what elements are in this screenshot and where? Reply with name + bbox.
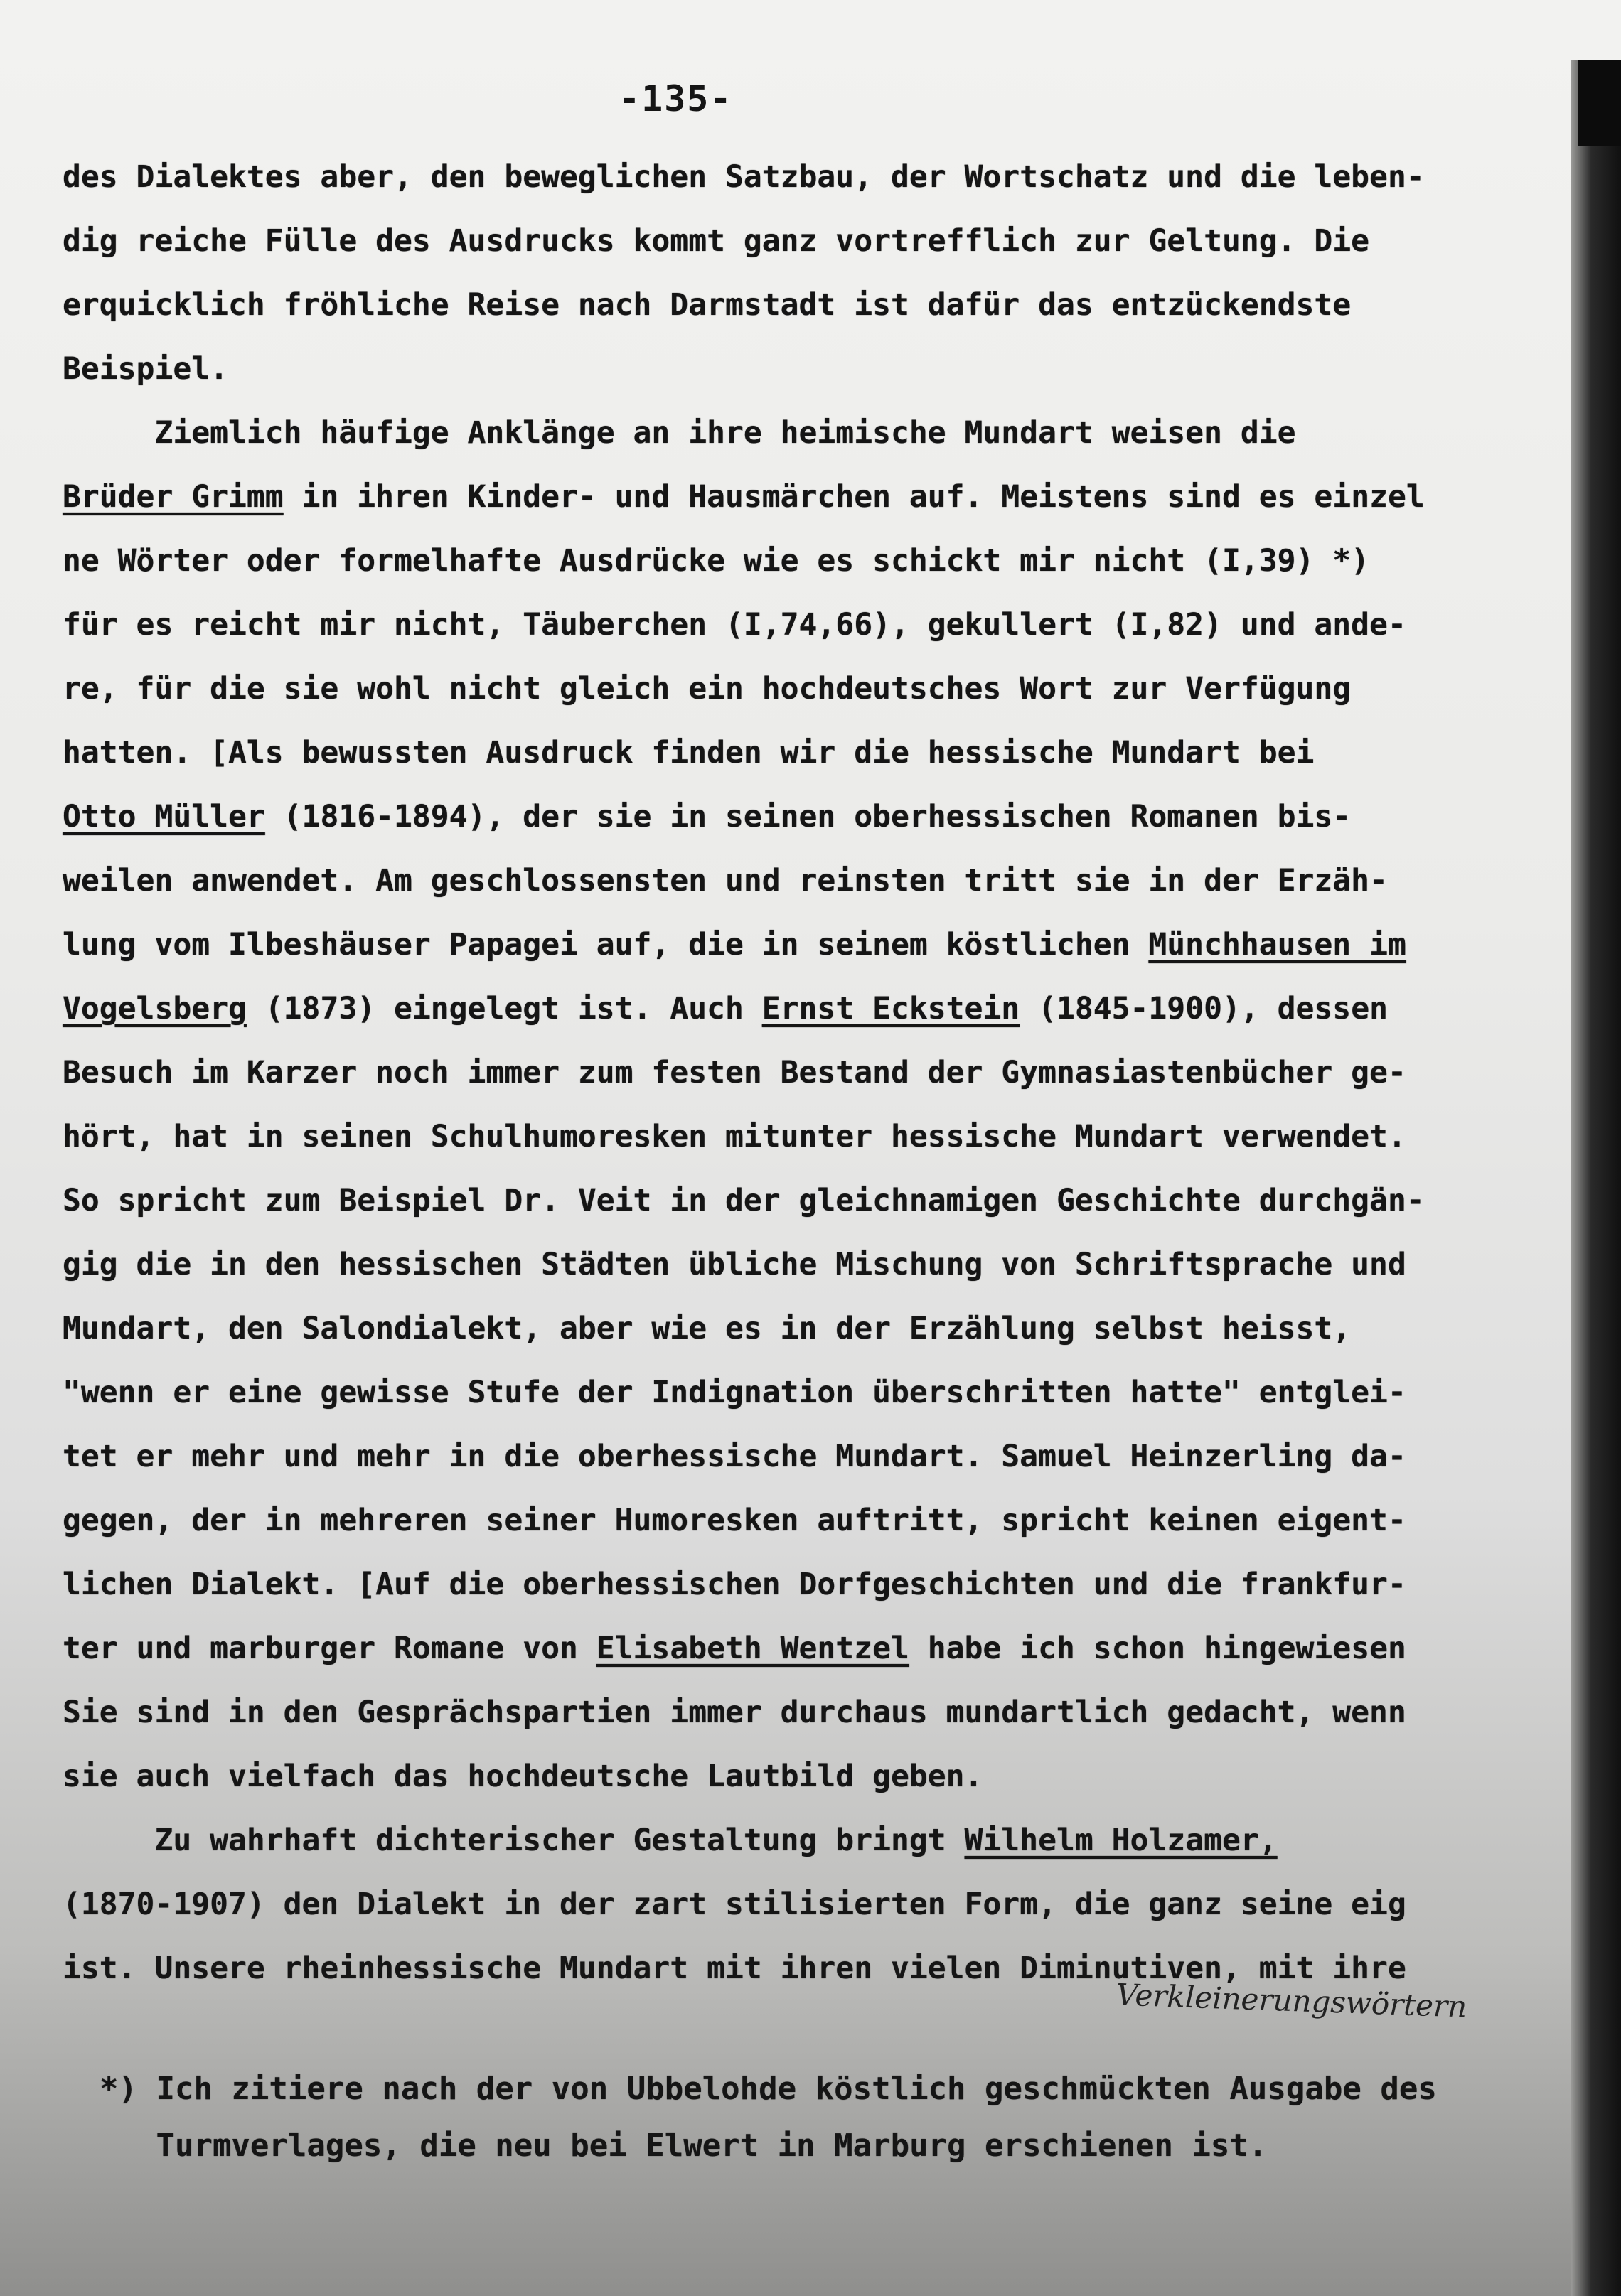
text-line: ne Wörter oder formelhafte Ausdrücke wie es schickt mir nicht (I,39) *) bbox=[63, 543, 1370, 579]
text-line: des Dialektes aber, den beweglichen Satzbau, der Wortschatz und die leben- bbox=[63, 159, 1425, 195]
text-line: Zu wahrhaft dichterischer Gestaltung bringt Wilhelm Holzamer, bbox=[63, 1823, 1278, 1858]
footnote-line: *) Ich zitiere nach der von Ubbelohde köstlich geschmückten Ausgabe des bbox=[100, 2071, 1437, 2107]
text-line: ter und marburger Romane von Elisabeth Wentzel habe ich schon hingewiesen bbox=[63, 1631, 1406, 1666]
text-line: Mundart, den Salondialekt, aber wie es in der Erzählung selbst heisst, bbox=[63, 1311, 1352, 1346]
text-line: erquicklich fröhliche Reise nach Darmstadt ist dafür das entzückendste bbox=[63, 287, 1352, 323]
underlined-name: Ernst Eckstein bbox=[761, 991, 1020, 1026]
scan-edge bbox=[1571, 60, 1621, 2296]
text-line: sie auch vielfach das hochdeutsche Lautbild geben. bbox=[63, 1759, 983, 1794]
text-line: dig reiche Fülle des Ausdrucks kommt ganz vortrefflich zur Geltung. Die bbox=[63, 223, 1370, 259]
text-line: Ziemlich häufige Anklänge an ihre heimische Mundart weisen die bbox=[63, 415, 1296, 451]
text-line: Otto Müller (1816-1894), der sie in seinen oberhessischen Romanen bis- bbox=[63, 799, 1352, 835]
text-line: ist. Unsere rheinhessische Mundart mit ihren vielen Diminutiven, mit ihre bbox=[63, 1951, 1406, 1986]
text-line: Brüder Grimm in ihren Kinder- und Hausmärchen auf. Meistens sind es einzel bbox=[63, 479, 1425, 515]
scan-edge-top bbox=[1578, 60, 1621, 146]
handwritten-annotation: Verkleinerungswörtern bbox=[1116, 1977, 1467, 2024]
text-line: für es reicht mir nicht, Täuberchen (I,74,66), gekullert (I,82) und ande- bbox=[63, 607, 1406, 643]
text-line: "wenn er eine gewisse Stufe der Indignation überschritten hatte" entglei- bbox=[63, 1375, 1406, 1410]
footnote-line: Turmverlages, die neu bei Elwert in Marburg erschienen ist. bbox=[100, 2128, 1268, 2164]
text-line: Sie sind in den Gesprächspartien immer durchaus mundartlich gedacht, wenn bbox=[63, 1695, 1406, 1730]
text-line: So spricht zum Beispiel Dr. Veit in der gleichnamigen Geschichte durchgän- bbox=[63, 1183, 1425, 1218]
underlined-name: Wilhelm Holzamer, bbox=[964, 1823, 1278, 1858]
text-line: gig die in den hessischen Städten übliche Mischung von Schriftsprache und bbox=[63, 1247, 1406, 1282]
page-number: -135- bbox=[619, 78, 733, 119]
underlined-title: Vogelsberg bbox=[63, 991, 247, 1026]
text-line: hört, hat in seinen Schulhumoresken mitunter hessische Mundart verwendet. bbox=[63, 1119, 1406, 1154]
text-line: tet er mehr und mehr in die oberhessische Mundart. Samuel Heinzerling da- bbox=[63, 1439, 1406, 1474]
underlined-name: Brüder Grimm bbox=[63, 479, 284, 515]
text-line: Vogelsberg (1873) eingelegt ist. Auch Ernst Eckstein (1845-1900), dessen bbox=[63, 991, 1388, 1026]
text-line: Besuch im Karzer noch immer zum festen Bestand der Gymnasiastenbücher ge- bbox=[63, 1055, 1406, 1090]
text-line: hatten. [Als bewussten Ausdruck finden wir die hessische Mundart bei bbox=[63, 735, 1315, 771]
text-line: lung vom Ilbeshäuser Papagei auf, die in seinem köstlichen Münchhausen im bbox=[63, 927, 1406, 962]
text-line: lichen Dialekt. [Auf die oberhessischen Dorfgeschichten und die frankfur- bbox=[63, 1567, 1406, 1602]
text-line: re, für die sie wohl nicht gleich ein hochdeutsches Wort zur Verfügung bbox=[63, 671, 1352, 707]
text-line: weilen anwendet. Am geschlossensten und reinsten tritt sie in der Erzäh- bbox=[63, 863, 1388, 898]
text-line: Beispiel. bbox=[63, 351, 228, 387]
text-line: (1870-1907) den Dialekt in der zart stilisierten Form, die ganz seine eig bbox=[63, 1887, 1406, 1922]
underlined-title: Münchhausen im bbox=[1148, 927, 1406, 962]
underlined-name: Elisabeth Wentzel bbox=[596, 1631, 909, 1666]
underlined-name: Otto Müller bbox=[63, 799, 265, 835]
text-line: gegen, der in mehreren seiner Humoresken auftritt, spricht keinen eigent- bbox=[63, 1503, 1406, 1538]
